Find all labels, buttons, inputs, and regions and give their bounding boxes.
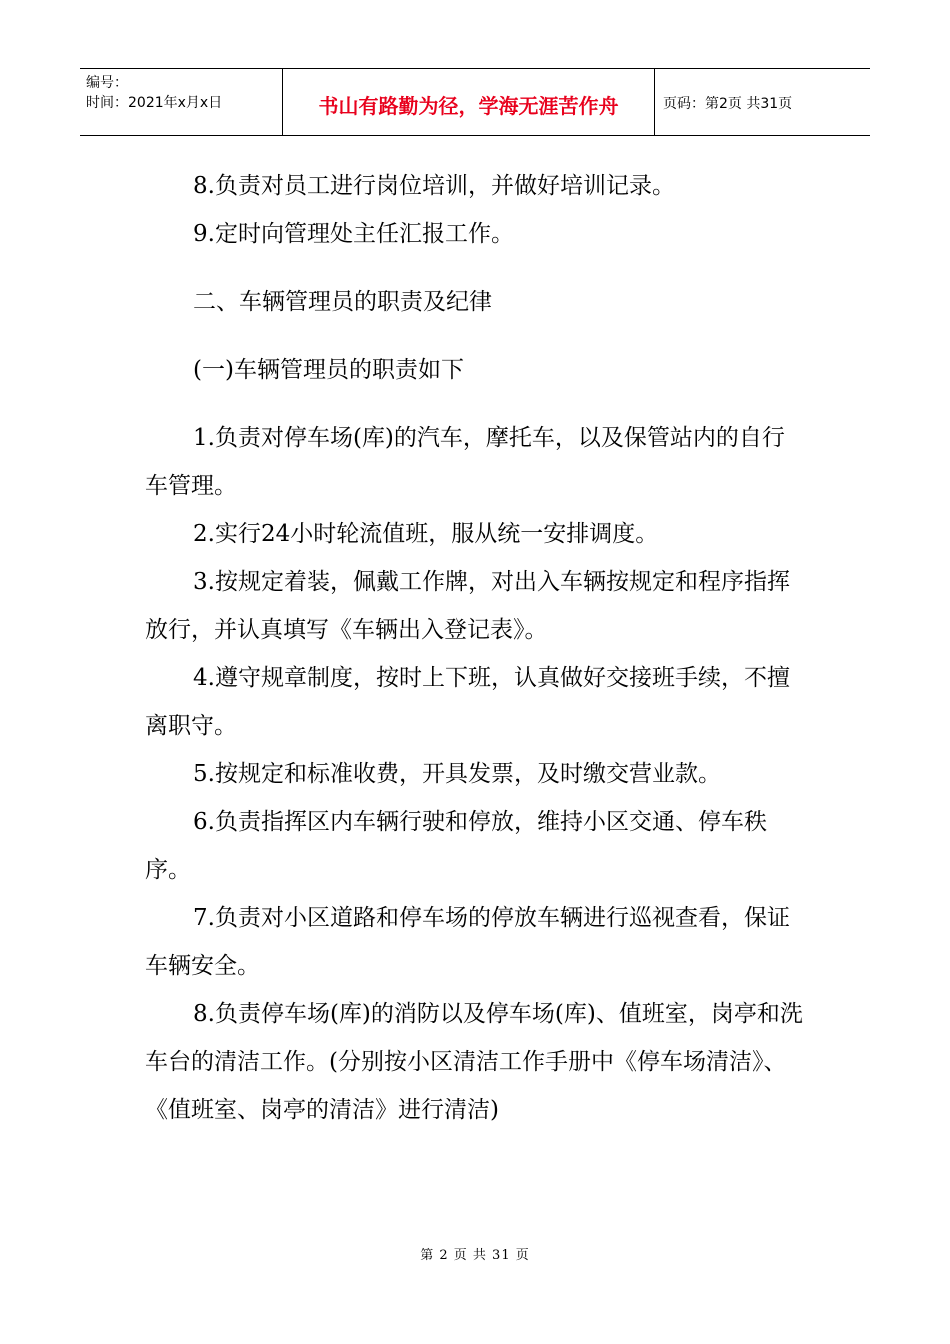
paragraph-duty-2: 2.实行24小时轮流值班，服从统一安排调度。	[193, 521, 659, 547]
section-heading: 二、车辆管理员的职责及纪律	[193, 289, 492, 315]
paragraph-duty-1: 1.负责对停车场(库)的汽车，摩托车，以及保管站内的自行车管理。	[145, 425, 785, 499]
paragraph-item-9-report: 9.定时向管理处主任汇报工作。	[193, 221, 514, 247]
header-meta	[80, 69, 283, 135]
page-footer: 第 2 页 共 31 页	[420, 1248, 530, 1263]
header-page-code: 页码：第2页 共31页	[663, 96, 793, 112]
document-number-label: 编号：	[86, 75, 128, 91]
paragraph-duty-5: 5.按规定和标准收费，开具发票，及时缴交营业款。	[193, 761, 721, 787]
paragraph-duty-6: 6.负责指挥区内车辆行驶和停放，维持小区交通、停车秩序。	[145, 809, 767, 883]
document-time-label: 时间：2021年x月x日	[86, 95, 223, 111]
paragraph-duty-8: 8.负责停车场(库)的消防以及停车场(库)、值班室，岗亭和洗车台的清洁工作。(分别按小区清洁工作手册中《停车场清洁》、《值班室、岗亭的清洁》进行清洁)	[145, 1001, 803, 1123]
paragraph-item-8-training: 8.负责对员工进行岗位培训，并做好培训记录。	[193, 173, 675, 199]
subsection-heading: (一)车辆管理员的职责如下	[193, 357, 464, 383]
paragraph-duty-7: 7.负责对小区道路和停车场的停放车辆进行巡视查看，保证车辆安全。	[145, 905, 790, 979]
document-header	[80, 68, 870, 136]
header-motto: 书山有路勤为径，学海无涯苦作舟	[283, 69, 655, 135]
paragraph-duty-4: 4.遵守规章制度，按时上下班，认真做好交接班手续，不擅离职守。	[145, 665, 790, 739]
paragraph-duty-3: 3.按规定着装，佩戴工作牌，对出入车辆按规定和程序指挥放行，并认真填写《车辆出入登记表》。	[145, 569, 790, 643]
document-body	[145, 162, 805, 1134]
